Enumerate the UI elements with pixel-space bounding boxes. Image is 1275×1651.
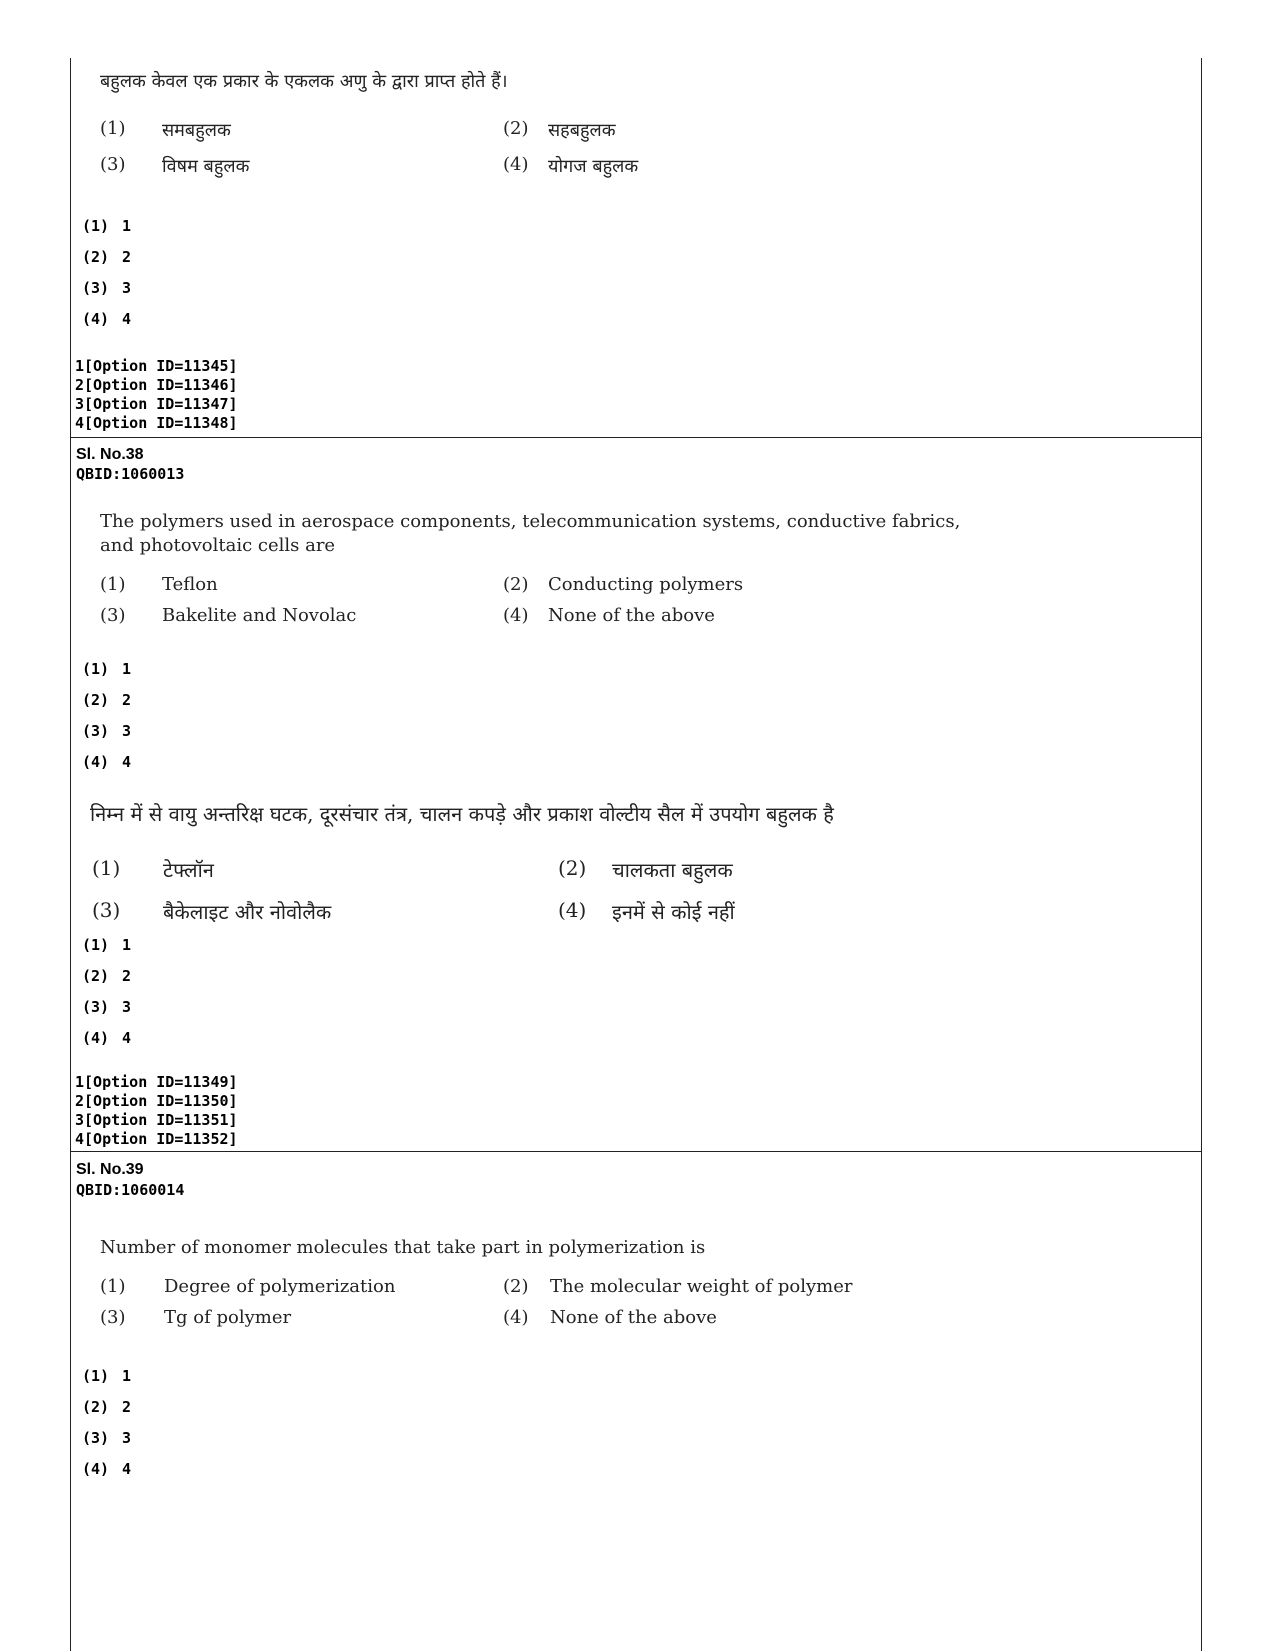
page-frame	[70, 58, 1202, 1651]
answer-value: 1	[122, 660, 132, 678]
option-number: (4)	[503, 1307, 529, 1328]
answer-value: 4	[122, 753, 132, 771]
option-id-list	[75, 1073, 238, 1149]
option-number: (1)	[92, 856, 121, 880]
option-number: (4)	[503, 605, 529, 626]
answer-choice[interactable]	[82, 279, 131, 297]
answer-choice[interactable]	[82, 1429, 131, 1447]
option-id: 3[Option ID=11351]	[75, 1111, 238, 1129]
answer-choice[interactable]	[82, 310, 131, 328]
option-text: Tg of polymer	[164, 1307, 292, 1328]
serial-number: Sl. No.38	[76, 446, 144, 463]
option-text: टेफ्लॉन	[163, 858, 214, 882]
answer-value: 3	[122, 998, 132, 1016]
answer-label: (2)	[82, 1398, 110, 1416]
answer-value: 4	[122, 1029, 132, 1047]
option-number: (3)	[100, 605, 126, 626]
question-divider	[70, 437, 1202, 438]
qbid: QBID:1060013	[76, 465, 185, 483]
option-text: Bakelite and Novolac	[162, 605, 357, 626]
option-number: (2)	[503, 574, 529, 595]
option-text: None of the above	[550, 1307, 717, 1328]
option-id: 2[Option ID=11346]	[75, 376, 238, 394]
option-number: (3)	[100, 154, 126, 175]
option-text: None of the above	[548, 605, 715, 626]
option-text: Degree of polymerization	[164, 1276, 396, 1297]
answer-value: 2	[122, 248, 132, 266]
answer-choice[interactable]	[82, 660, 131, 678]
answer-choice[interactable]	[82, 967, 131, 985]
qbid: QBID:1060014	[76, 1181, 185, 1199]
option-number: (1)	[100, 1276, 126, 1297]
option-text: समबहुलक	[162, 120, 231, 141]
answer-label: (2)	[82, 248, 110, 266]
answer-value: 4	[122, 310, 132, 328]
answer-label: (1)	[82, 936, 110, 954]
option-id: 4[Option ID=11352]	[75, 1130, 238, 1148]
question-stem: Number of monomer molecules that take part in polymerization is	[100, 1237, 706, 1258]
answer-label: (4)	[82, 1029, 110, 1047]
answer-value: 1	[122, 936, 132, 954]
option-text: सहबहुलक	[548, 120, 616, 141]
question-stem-hindi: बहुलक केवल एक प्रकार के एकलक अणु के द्वारा प्राप्त होते हैं।	[100, 71, 508, 92]
answer-choice[interactable]	[82, 1367, 131, 1385]
option-text: विषम बहुलक	[162, 156, 250, 177]
answer-label: (3)	[82, 279, 110, 297]
option-id: 3[Option ID=11347]	[75, 395, 238, 413]
answer-label: (1)	[82, 217, 110, 235]
option-number: (1)	[100, 118, 126, 139]
question-stem: and photovoltaic cells are	[100, 535, 336, 556]
answer-label: (4)	[82, 310, 110, 328]
answer-choice[interactable]	[82, 691, 131, 709]
answer-label: (4)	[82, 753, 110, 771]
option-text: चालकता बहुलक	[612, 858, 733, 882]
option-text: बैकेलाइट और नोवोलैक	[163, 900, 332, 924]
answer-choice[interactable]	[82, 248, 131, 266]
answer-label: (1)	[82, 660, 110, 678]
option-text: The molecular weight of polymer	[550, 1276, 853, 1297]
option-number: (4)	[558, 898, 587, 922]
answer-value: 2	[122, 967, 132, 985]
answer-value: 4	[122, 1460, 132, 1478]
option-id: 1[Option ID=11349]	[75, 1073, 238, 1091]
answer-value: 2	[122, 1398, 132, 1416]
answer-label: (2)	[82, 967, 110, 985]
answer-label: (4)	[82, 1460, 110, 1478]
option-id: 4[Option ID=11348]	[75, 414, 238, 432]
answer-value: 1	[122, 1367, 132, 1385]
option-number: (2)	[503, 118, 529, 139]
answer-label: (3)	[82, 998, 110, 1016]
answer-value: 1	[122, 217, 132, 235]
question-stem-hindi: निम्न में से वायु अन्तरिक्ष घटक, दूरसंचार तंत्र, चालन कपड़े और प्रकाश वोल्टीय सैल में उपयोग बहुलक है	[90, 802, 834, 826]
answer-choice[interactable]	[82, 1398, 131, 1416]
option-id-list	[75, 357, 238, 433]
answer-choice[interactable]	[82, 722, 131, 740]
option-number: (3)	[100, 1307, 126, 1328]
option-text: Conducting polymers	[548, 574, 744, 595]
option-number: (1)	[100, 574, 126, 595]
answer-value: 3	[122, 1429, 132, 1447]
answer-choice[interactable]	[82, 936, 131, 954]
question-divider	[70, 1151, 1202, 1152]
option-number: (2)	[503, 1276, 529, 1297]
answer-value: 3	[122, 279, 132, 297]
option-text: Teflon	[162, 574, 218, 595]
option-number: (3)	[92, 898, 121, 922]
option-id: 1[Option ID=11345]	[75, 357, 238, 375]
serial-number: Sl. No.39	[76, 1161, 144, 1178]
answer-value: 3	[122, 722, 132, 740]
answer-choice[interactable]	[82, 998, 131, 1016]
option-number: (2)	[558, 856, 587, 880]
option-id: 2[Option ID=11350]	[75, 1092, 238, 1110]
answer-choice[interactable]	[82, 1460, 131, 1478]
answer-label: (3)	[82, 1429, 110, 1447]
answer-choice[interactable]	[82, 217, 131, 235]
answer-choice[interactable]	[82, 753, 131, 771]
option-number: (4)	[503, 154, 529, 175]
question-stem: The polymers used in aerospace components, telecommunication systems, conductive fabrics,	[100, 511, 961, 532]
answer-label: (3)	[82, 722, 110, 740]
answer-label: (1)	[82, 1367, 110, 1385]
answer-label: (2)	[82, 691, 110, 709]
answer-value: 2	[122, 691, 132, 709]
option-text: योगज बहुलक	[548, 156, 639, 177]
option-text: इनमें से कोई नहीं	[612, 900, 735, 924]
answer-choice[interactable]	[82, 1029, 131, 1047]
